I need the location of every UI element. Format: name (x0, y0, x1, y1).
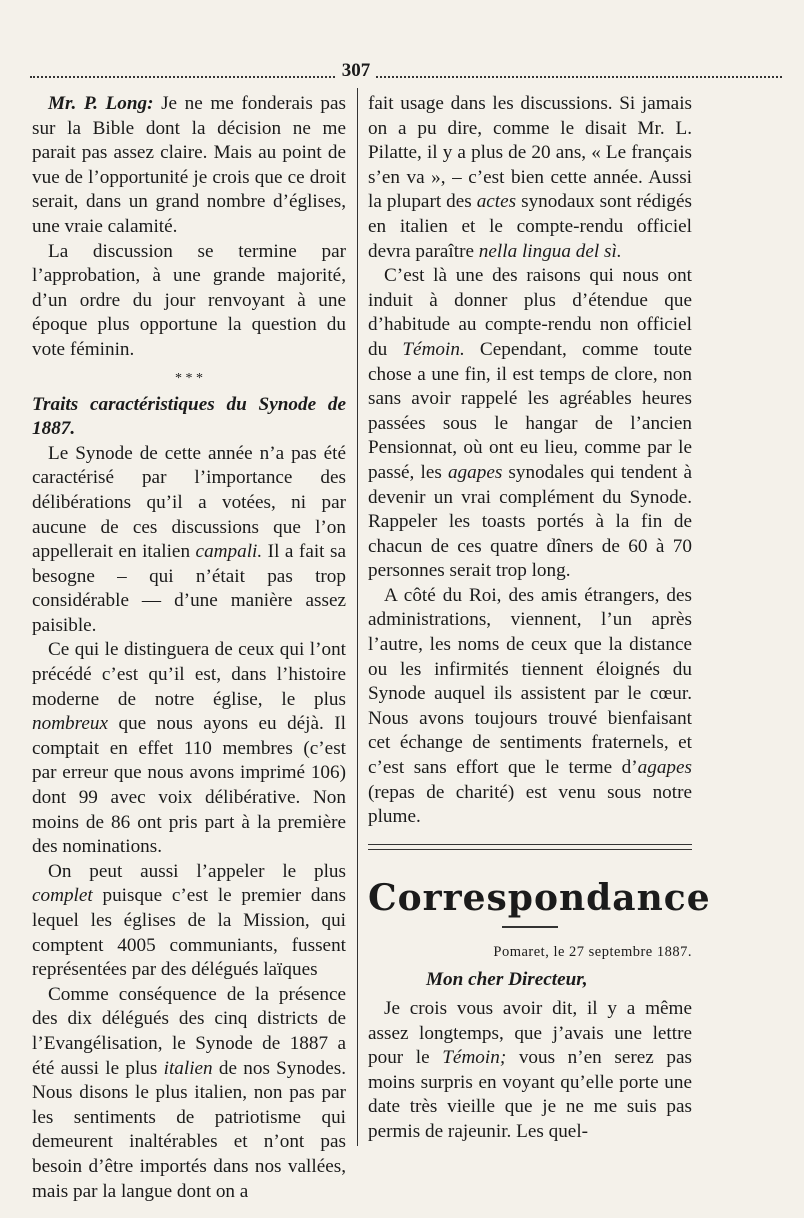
paragraph-toasts: A côté du Roi, des amis étrangers, des administrations, viennent, l’un après l’autre, les noms de ceux que la distance ou les infirmités tiennent éloignés du Synode auquel ils assistent par le cœur. Nous avons toujours trouvé bienfaisant cet échange de sentiments fraternels, et c’est sans effort que le terme d’agapes (repas de charité) est venu sous notre plume. (368, 584, 692, 828)
paragraph-synod-complete: On peut aussi l’appeler le plus complet puisque c’est le premier dans lequel les églises de la Mission, qui comptent 4005 communiants, fussent représentées par des délégués laïques (32, 860, 346, 981)
column-divider (357, 88, 358, 1146)
right-column (368, 92, 711, 1145)
paragraph-vote-result: La discussion se termine par l’approbation, à une grande majorité, d’un ordre du jour renvoyant à une époque plus opportune la question du vote féminin. (32, 240, 346, 360)
letter-salutation: Mon cher Directeur, (426, 969, 588, 991)
letter-dateline: Pomaret, le 27 septembre 1887. (493, 943, 692, 960)
correspondence-title: Correspondance (368, 876, 711, 919)
header-rule-right (376, 76, 782, 78)
paragraph-long-quote: Mr. P. Long: Je ne me fonderais pas sur la Bible dont la décision ne me parait pas assez claire. Mais au point de vue de l’opportunité je crois que ce droit serait, dans un grand nombre d’églises, une vraie calamité. (32, 93, 346, 237)
left-column (32, 92, 346, 1204)
header-rule-left (30, 76, 335, 78)
paragraph-synod-character: Le Synode de cette année n’a pas été caractérisé par l’importance des délibérations qu’il a votées, ni par aucune de ces discussions que l’on appellerait en italien campali. Il a fait sa besogne – qui n’était pas trop considérable — d’une manière assez paisible. (32, 442, 346, 636)
speaker-name: Mr. P. Long: (48, 93, 154, 114)
section-double-rule (368, 844, 692, 850)
paragraph-letter-body: Je crois vous avoir dit, il y a même assez longtemps, que j’avais une lettre pour le Témoin; vous n’en serez pas moins surpris en voyant qu’elle porte une date très vieille que je ne me suis pas permis de rajeunir. Les quel- (368, 998, 692, 1142)
section-heading: Traits caractéristiques du Synode de 1887. (32, 393, 346, 440)
paragraph-synod-numerous: Ce qui le distinguera de ceux qui l’ont précédé c’est qu’il est, dans l’histoire moderne de notre église, le plus nombreux que nous ayons eu déjà. Il comptait en effet 110 membres (c’est par erreur que nous avons imprimé 106) dont 99 avec voix délibérative. Non moins de 86 ont pris part à la première des nominations. (32, 639, 346, 858)
page-number: 307 (341, 60, 371, 81)
title-underline (502, 926, 558, 928)
asterism-divider: * * * (175, 370, 203, 386)
paragraph-agapes: C’est là une des raisons qui nous ont induit à donner plus d’étendue que d’habitude au compte-rendu non officiel du Témoin. Cependant, comme toute chose a une fin, il est temps de clore, non sans avoir rappelé les agréables heures passées sous le hangar de l’ancien Pensionnat, où ont eu lieu, comme par le passé, les agapes synodales qui tendent à devenir un vrai complément du Synode. Rappeler les toasts portés à la fin de chacun de ces quatre dîners de 60 à 70 personnes serait trop long. (368, 265, 693, 582)
paragraph-language: fait usage dans les discussions. Si jamais on a pu dire, comme le disait Mr. L. Pilatte, il y a plus de 20 ans, « Le français s’en va », – c’est bien cette année. Aussi la plupart des actes synodaux sont rédigés en italien et le compte-rendu officiel devra paraître nella lingua del sì. (368, 93, 692, 262)
paragraph-synod-italian: Comme conséquence de la présence des dix délégués des cinq districts de l’Evangélisation, le Synode de 1887 a été aussi le plus italien de nos Synodes. Nous disons le plus italien, non pas par les sentiments de patriotisme qui demeurent inaltérables et n’ont pas besoin d’être importés dans nos vallées, mais par la langue dont on a (32, 983, 347, 1202)
